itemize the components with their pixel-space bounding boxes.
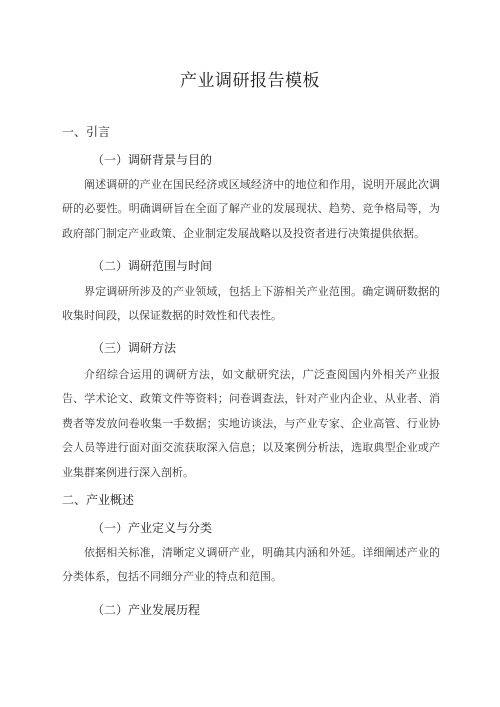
paragraph-methods: 介绍综合运用的调研方法，如文献研究法，广泛查阅国内外相关产业报告、学术论文、政策文件等资料；问卷调查法，针对产业内企业、从业者、消费者等发放问卷收集一手数据；实地访谈法，与产业专家、企业高管、行业协会人员等进行面对面交流获取深入信息；以及案例分析法，选取典型企业或产业集群案例进行深入剖析。 bbox=[62, 368, 440, 479]
paragraph-background: 阐述调研的产业在国民经济或区域经济中的地位和作用，说明开展此次调研的必要性。明确调研旨在全面了解产业的发展现状、趋势、竞争格局等，为政府部门制定产业政策、企业制定发展战略以及投资者进行决策提供依据。 bbox=[62, 178, 440, 240]
subsection-heading-background: （一）调研背景与目的 bbox=[92, 153, 213, 167]
paragraph-scope: 界定调研所涉及的产业领域，包括上下游相关产业范围。确定调研数据的收集时间段，以保证数据的时效性和代表性。 bbox=[62, 285, 440, 323]
subsection-heading-scope: （二）调研范围与时间 bbox=[92, 259, 213, 273]
subsection-heading-history: （二）产业发展历程 bbox=[92, 603, 201, 617]
document-title: 产业调研报告模板 bbox=[180, 71, 320, 91]
paragraph-definition: 依据相关标准，清晰定义调研产业，明确其内涵和外延。详细阐述产业的分类体系，包括不同细分产业的特点和范围。 bbox=[62, 546, 440, 584]
subsection-heading-methods: （三）调研方法 bbox=[92, 341, 177, 355]
section-heading-introduction: 一、引言 bbox=[62, 125, 111, 139]
subsection-heading-definition: （一）产业定义与分类 bbox=[92, 521, 213, 535]
section-heading-overview: 二、产业概述 bbox=[62, 493, 135, 507]
